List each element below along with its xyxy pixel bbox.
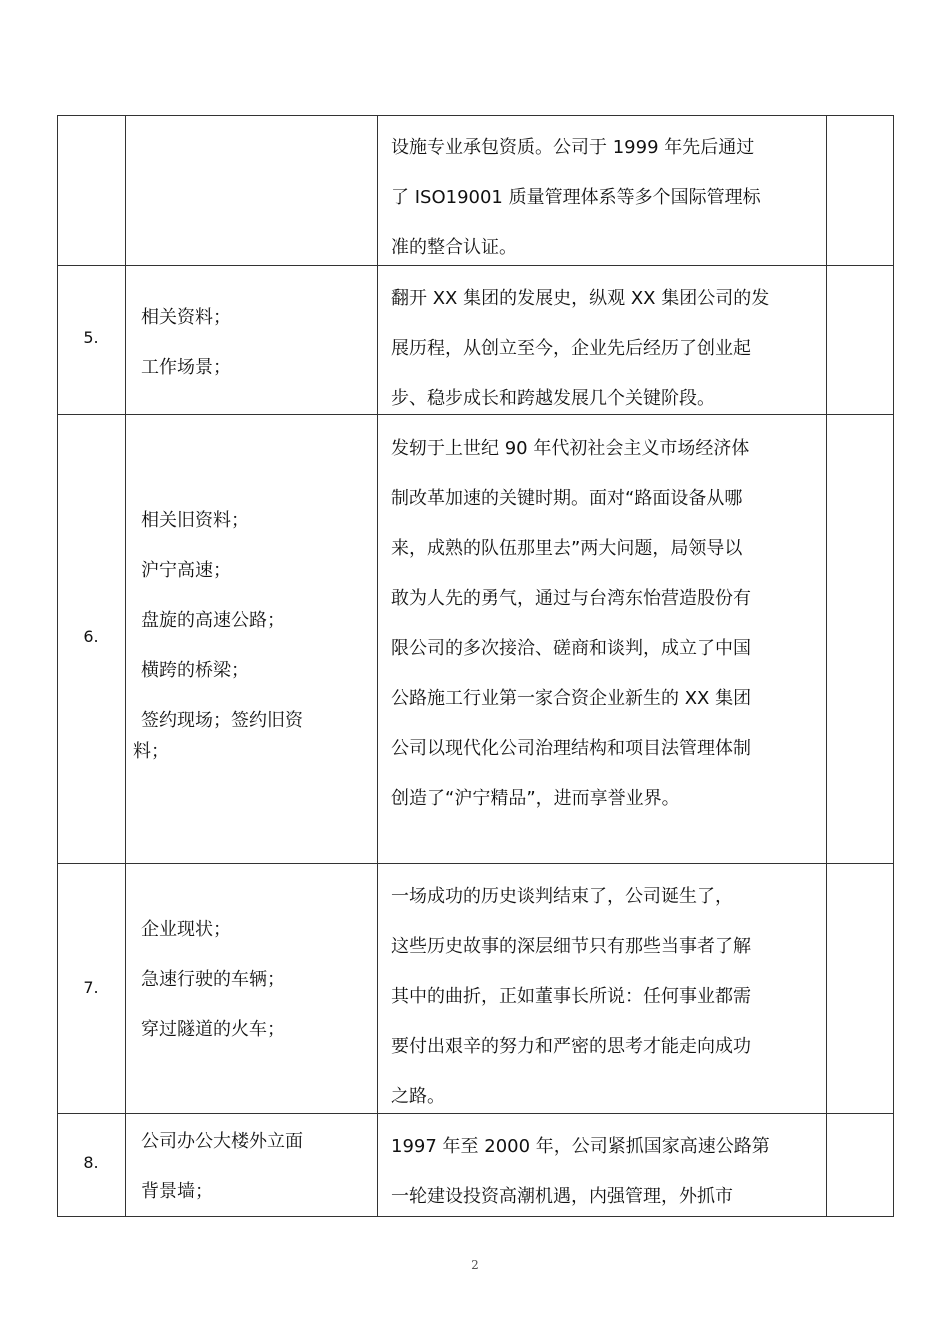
scene-line: 料； bbox=[133, 741, 169, 762]
narration-line: 其中的曲折，正如董事长所说：任何事业都需 bbox=[391, 986, 751, 1007]
narration-line: 公司以现代化公司治理结构和项目法管理体制 bbox=[391, 738, 751, 759]
narration-line: 准的整合认证。 bbox=[391, 237, 517, 258]
scene-line: 横跨的桥梁； bbox=[141, 660, 249, 681]
scene-line: 企业现状； bbox=[141, 919, 231, 940]
scene-line: 急速行驶的车辆； bbox=[141, 969, 285, 990]
narration-line: 之路。 bbox=[391, 1086, 445, 1107]
column-divider bbox=[125, 115, 126, 1217]
table-border-top bbox=[57, 115, 894, 116]
scene-line: 盘旋的高速公路； bbox=[141, 610, 285, 631]
narration-line: 来，成熟的队伍那里去”两大问题，局领导以 bbox=[391, 538, 743, 559]
narration-line: 创造了“沪宁精品”，进而享誉业界。 bbox=[391, 788, 680, 809]
narration-line: 展历程，从创立至今，企业先后经历了创业起 bbox=[391, 338, 751, 359]
narration-cell bbox=[391, 872, 821, 1122]
scene-line: 工作场景； bbox=[141, 357, 231, 378]
scene-line: 签约现场；签约旧资 bbox=[141, 710, 303, 731]
row-number: 6. bbox=[83, 627, 99, 646]
narration-line: 要付出艰辛的努力和严密的思考才能走向成功 bbox=[391, 1036, 751, 1057]
table-border-right bbox=[893, 115, 894, 1217]
script-table bbox=[57, 115, 894, 1217]
page-number: 2 bbox=[471, 1258, 479, 1272]
narration-line: 公路施工行业第一家合资企业新生的 XX 集团 bbox=[391, 688, 752, 709]
narration-line: 步、稳步成长和跨越发展几个关键阶段。 bbox=[391, 388, 715, 409]
scene-cell bbox=[141, 905, 371, 1055]
table-border-left bbox=[57, 115, 58, 1217]
scene-line: 背景墙； bbox=[141, 1181, 213, 1202]
narration-line: 敢为人先的勇气，通过与台湾东怡营造股份有 bbox=[391, 588, 751, 609]
narration-cell bbox=[391, 123, 821, 273]
narration-cell bbox=[391, 424, 821, 824]
narration-line: 一场成功的历史谈判结束了，公司诞生了， bbox=[391, 886, 733, 907]
row-divider bbox=[57, 863, 894, 864]
scene-line: 相关资料； bbox=[141, 307, 231, 328]
scene-line: 穿过隧道的火车； bbox=[141, 1019, 285, 1040]
scene-line: 沪宁高速； bbox=[141, 560, 231, 581]
narration-line: 设施专业承包资质。公司于 1999 年先后通过 bbox=[391, 137, 755, 158]
narration-line: 制改革加速的关键时期。面对“路面设备从哪 bbox=[391, 488, 743, 509]
narration-cell bbox=[391, 1122, 821, 1222]
row-number: 7. bbox=[83, 978, 99, 997]
narration-cell bbox=[391, 274, 821, 424]
scene-cell bbox=[141, 1117, 371, 1217]
narration-line: 一轮建设投资高潮机遇，内强管理，外抓市 bbox=[391, 1186, 733, 1207]
narration-line: 这些历史故事的深层细节只有那些当事者了解 bbox=[391, 936, 751, 957]
narration-line: 限公司的多次接洽、磋商和谈判，成立了中国 bbox=[391, 638, 751, 659]
column-divider bbox=[826, 115, 827, 1217]
narration-line: 了 ISO19001 质量管理体系等多个国际管理标 bbox=[391, 187, 761, 208]
row-number: 8. bbox=[83, 1153, 99, 1172]
scene-line: 相关旧资料； bbox=[141, 510, 249, 531]
column-divider bbox=[377, 115, 378, 1217]
scene-cell bbox=[133, 496, 371, 763]
scene-line: 公司办公大楼外立面 bbox=[141, 1131, 303, 1152]
scene-cell bbox=[141, 293, 371, 393]
narration-line: 发轫于上世纪 90 年代初社会主义市场经济体 bbox=[391, 438, 750, 459]
row-number: 5. bbox=[83, 328, 99, 347]
narration-line: 翻开 XX 集团的发展史，纵观 XX 集团公司的发 bbox=[391, 288, 770, 309]
narration-line: 1997 年至 2000 年，公司紧抓国家高速公路第 bbox=[391, 1136, 770, 1157]
